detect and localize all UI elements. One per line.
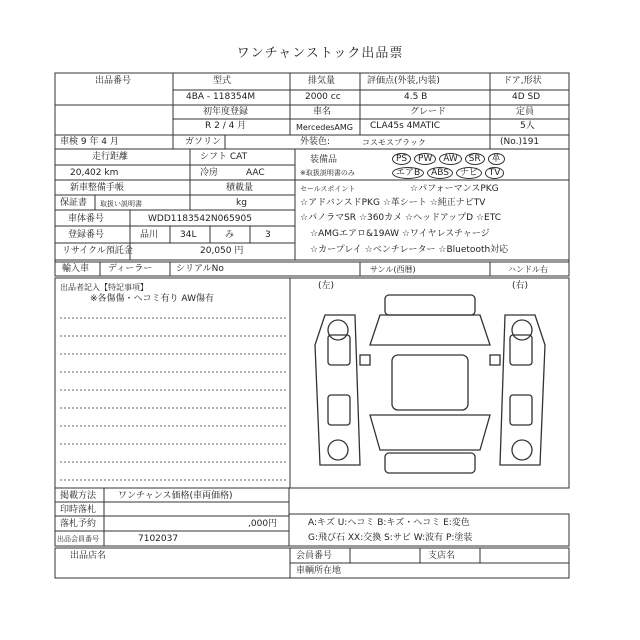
- car-damage-diagram: [300, 285, 560, 485]
- mileage-value: 20,402 km: [70, 168, 119, 178]
- reserve-value: ,000円: [248, 519, 278, 529]
- equipment-label: 装備品: [310, 155, 338, 165]
- equipment-row-2: [392, 167, 504, 179]
- legend-row-2: G:飛び石 XX:交換 S:サビ W:波有 P:塗装: [308, 533, 473, 543]
- model-value: 4BA - 118354M: [186, 92, 256, 102]
- manual-only-label: ※取扱説明書のみ: [300, 169, 355, 177]
- ac-value: AAC: [246, 168, 265, 178]
- plate-number: 3: [265, 230, 271, 240]
- door-value: 4D SD: [512, 92, 541, 102]
- plate-kana: み: [225, 230, 235, 240]
- capacity-label: 定員: [516, 107, 535, 117]
- door-label: ドア,形状: [503, 76, 542, 86]
- branch-name-label: 支店名: [428, 551, 456, 561]
- page-title: ワンチャンストック出品票: [236, 46, 404, 61]
- first-registration-value: R 2 / 4 月: [205, 121, 247, 131]
- ac-label: 冷房: [200, 168, 219, 178]
- manual-only-box: 取扱い説明書: [100, 200, 142, 208]
- sales-points-label: セールスポイント: [300, 185, 356, 193]
- shift-label: シフト CAT: [200, 152, 248, 162]
- member-label: 出品会員番号: [57, 535, 99, 543]
- method-label: 掲載方法: [60, 491, 97, 501]
- recycle-value: 20,050 円: [200, 246, 244, 256]
- capacity-value: 5人: [520, 121, 535, 131]
- import-label: 輸入車: [62, 264, 90, 274]
- car-name-value: MercedesAMG: [296, 123, 353, 132]
- legend-row-1: A:キズ U:ヘコミ B:キズ・ヘコミ E:変色: [308, 518, 470, 528]
- sales-point-4: ☆AMGエアロ&19AW ☆ワイヤレスチャージ: [310, 229, 490, 239]
- hold-label: 印時落札: [60, 505, 97, 515]
- left-side-label: (左): [318, 281, 335, 291]
- sales-point-5: ☆カープレイ ☆ベンチレーター ☆Bluetooth対応: [310, 245, 509, 255]
- equip-sr: SR: [465, 153, 485, 165]
- fuel-value: ガソリン: [185, 137, 222, 147]
- sales-point-2: ☆アドバンスドPKG ☆革シート ☆純正ナビTV: [300, 198, 486, 208]
- equip-navi: ナビ: [456, 167, 482, 179]
- rating-value: 4.5 B: [404, 92, 428, 102]
- load-label: 積載量: [226, 183, 254, 193]
- sunroof-label: サンル(西暦): [370, 265, 416, 274]
- member-number-label: 会員番号: [296, 551, 333, 561]
- first-registration-label: 初年度登録: [203, 107, 249, 117]
- plate-label: 登録番号: [68, 230, 105, 240]
- sales-point-3: ☆パノラマSR ☆360カメ ☆ヘッドアップD ☆ETC: [300, 213, 501, 223]
- rating-label: 評価点(外装,内装): [367, 76, 440, 86]
- notes-line-1: ※各傷傷・ヘコミ有り AW傷有: [90, 294, 214, 304]
- recycle-label: リサイクル預託金: [62, 246, 133, 256]
- displacement-label: 排気量: [308, 76, 336, 86]
- handle-label: ハンドル右: [508, 265, 548, 274]
- new-car-warranty-label: 新車整備手帳: [70, 183, 125, 193]
- displacement-value: 2000 cc: [305, 92, 341, 102]
- reserve-label: 落札予約: [60, 519, 97, 529]
- equip-pw: PW: [414, 153, 436, 165]
- equip-leather: 革: [488, 153, 505, 165]
- color-number: (No.)191: [500, 137, 540, 147]
- shop-name-label: 出品店名: [70, 551, 107, 561]
- equip-airbag: エアB: [392, 167, 424, 179]
- method-value: ワンチャンス価格(車両価格): [118, 491, 233, 501]
- equipment-row-1: [392, 153, 505, 165]
- grade-value: CLA45s 4MATIC: [370, 121, 441, 131]
- plate-class: 34L: [180, 230, 197, 240]
- sales-point-1: ☆パフォーマンスPKG: [410, 184, 499, 194]
- load-value: kg: [236, 198, 247, 208]
- location-label: 車輌所在地: [296, 566, 342, 576]
- equip-ps: PS: [392, 153, 411, 165]
- lot-number-label: 出品番号: [95, 76, 132, 86]
- vin-value: WDD1183542N065905: [148, 214, 252, 224]
- plate-region: 品川: [140, 230, 159, 240]
- car-name-label: 車名: [313, 107, 332, 117]
- serial-label: シリアルNo: [176, 264, 224, 274]
- equip-abs: ABS: [427, 167, 453, 179]
- equip-aw: AW: [439, 153, 462, 165]
- color-value: コスモスブラック: [362, 138, 426, 147]
- dealer-label: ディーラー: [108, 264, 153, 274]
- right-side-label: (右): [512, 281, 529, 291]
- member-value: 7102037: [138, 534, 179, 544]
- inspection-value: 車検 9 年 4 月: [60, 137, 119, 147]
- grade-label: グレード: [410, 107, 447, 117]
- warranty-label: 保証書: [60, 198, 88, 208]
- equip-tv: TV: [485, 167, 505, 179]
- model-label: 型式: [213, 76, 232, 86]
- color-label: 外装色:: [300, 137, 331, 147]
- notes-label: 出品者記入【特記事項】: [60, 283, 148, 292]
- vin-label: 車体番号: [68, 214, 105, 224]
- mileage-label: 走行距離: [92, 152, 129, 162]
